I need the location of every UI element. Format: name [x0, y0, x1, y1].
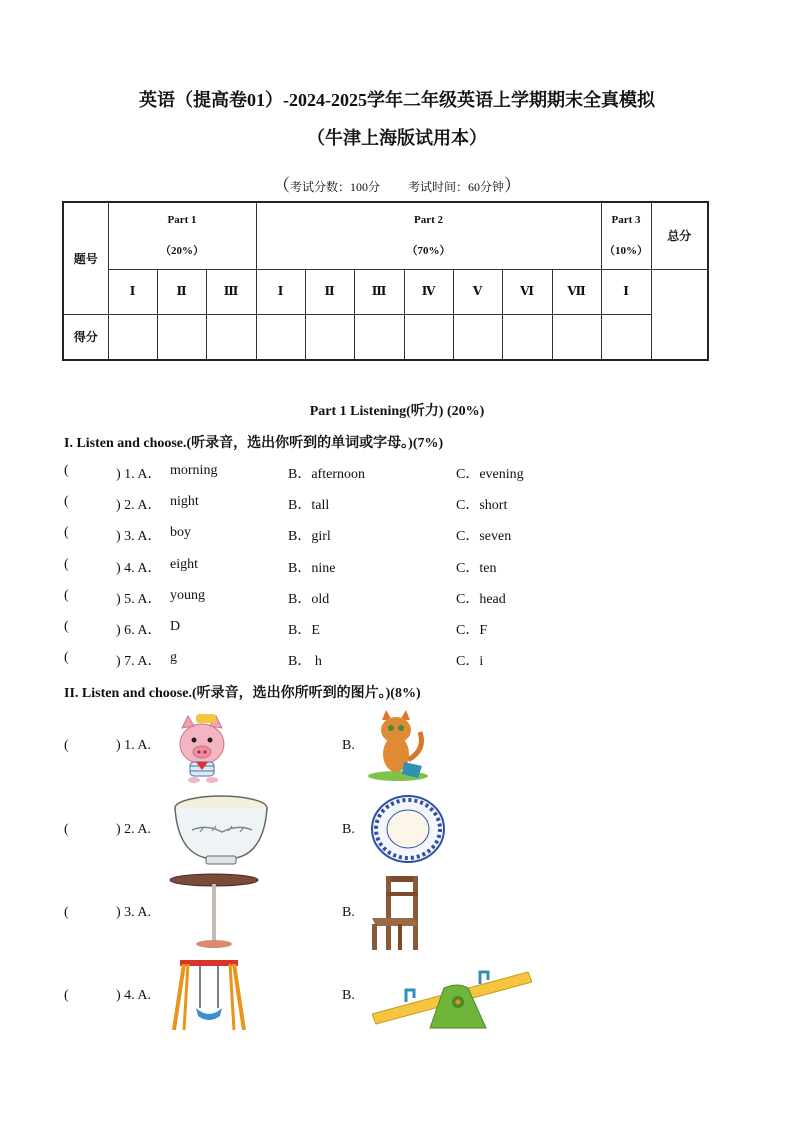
part1-header: [108, 202, 256, 269]
option-c: C．head: [456, 592, 506, 607]
option-b-label: B.: [342, 822, 355, 837]
question-number: ) 1. A.: [116, 738, 151, 753]
numeral-cell: Ⅰ: [108, 269, 157, 314]
part1-title: Part 1 Listening(听力) (20%): [309, 404, 485, 419]
question-number: ) 2. A．: [116, 498, 162, 513]
bowl-icon[interactable]: [172, 794, 270, 866]
numeral-cell: Ⅱ: [157, 269, 206, 314]
option-c: C．ten: [456, 561, 497, 576]
score-entry-cell[interactable]: [354, 314, 404, 360]
seesaw-icon[interactable]: [372, 962, 532, 1032]
option-a: g: [170, 650, 177, 665]
numeral-cell: Ⅰ: [601, 269, 651, 314]
numeral-cell: Ⅱ: [305, 269, 354, 314]
score-entry-cell[interactable]: [305, 314, 354, 360]
numeral-cell: Ⅵ: [502, 269, 552, 314]
numeral-cell: Ⅲ: [354, 269, 404, 314]
option-b-label: B.: [342, 905, 355, 920]
answer-paren[interactable]: (: [64, 650, 69, 665]
option-b: B．girl: [288, 529, 331, 544]
option-c: C．F: [456, 623, 488, 638]
numeral-cell: Ⅲ: [206, 269, 256, 314]
numeral-cell: Ⅶ: [552, 269, 601, 314]
option-c: C．seven: [456, 529, 512, 544]
answer-paren[interactable]: (: [64, 822, 69, 837]
score-entry-cell[interactable]: [206, 314, 256, 360]
question-number: ) 1. A．: [116, 467, 162, 482]
plate-icon[interactable]: [370, 794, 446, 864]
part1-percent: （20%）: [160, 244, 204, 257]
question-number: ) 3. A.: [116, 905, 151, 920]
exam-title: 英语（提高卷01）-2024-2025学年二年级英语上学期期末全真模拟: [139, 90, 655, 110]
option-b: B．old: [288, 592, 330, 607]
part2-percent: （70%）: [406, 244, 451, 257]
option-c: C．short: [456, 498, 508, 513]
numeral-cell: Ⅰ: [256, 269, 305, 314]
question-number: ) 2. A.: [116, 822, 151, 837]
score-table: [62, 201, 709, 361]
answer-paren[interactable]: (: [64, 463, 69, 478]
info-paren-close: ）: [504, 176, 522, 195]
question-number-label: 题号: [63, 202, 108, 314]
answer-paren[interactable]: (: [64, 588, 69, 603]
question-number: ) 7. A．: [116, 654, 162, 669]
section1-heading: I. Listen and choose.(听录音，选出你听到的单词或字母。)(7%): [64, 436, 444, 451]
option-c: C．evening: [456, 467, 524, 482]
option-b: B．E: [288, 623, 320, 638]
answer-paren[interactable]: (: [64, 619, 69, 634]
part2-name: Part 2: [414, 213, 444, 226]
pig-icon[interactable]: [166, 708, 238, 786]
option-b: B．tall: [288, 498, 330, 513]
swing-icon[interactable]: [170, 958, 248, 1032]
cat-icon[interactable]: [368, 710, 434, 782]
answer-paren[interactable]: (: [64, 494, 69, 509]
part1-name: Part 1: [167, 213, 197, 226]
score-entry-cell[interactable]: [601, 314, 651, 360]
question-number: ) 3. A．: [116, 529, 162, 544]
answer-paren[interactable]: (: [64, 988, 69, 1003]
score-entry-cell[interactable]: [256, 314, 305, 360]
time-info: 考试时间：60分钟: [408, 180, 505, 194]
option-b-label: B.: [342, 738, 355, 753]
table-icon[interactable]: [168, 872, 260, 950]
score-entry-cell[interactable]: [453, 314, 502, 360]
score-entry-cell[interactable]: [404, 314, 453, 360]
answer-paren[interactable]: (: [64, 525, 69, 540]
total-score-cell[interactable]: [651, 269, 708, 360]
answer-paren[interactable]: (: [64, 557, 69, 572]
option-a: young: [170, 588, 205, 603]
option-a: morning: [170, 463, 218, 478]
question-number: ) 5. A．: [116, 592, 162, 607]
option-b: B． h: [288, 654, 322, 669]
answer-paren[interactable]: (: [64, 738, 69, 753]
total-label: 总分: [651, 202, 708, 269]
question-number: ) 4. A.: [116, 988, 151, 1003]
option-a: eight: [170, 557, 198, 572]
part3-header: [601, 202, 651, 269]
info-paren-open: （: [272, 176, 290, 195]
option-b-label: B.: [342, 988, 355, 1003]
part2-header: [256, 202, 601, 269]
score-entry-cell[interactable]: [108, 314, 157, 360]
score-row-label: 得分: [63, 314, 108, 360]
option-a: boy: [170, 525, 191, 540]
exam-info: [0, 171, 794, 196]
score-entry-cell[interactable]: [502, 314, 552, 360]
part3-percent: （10%）: [604, 244, 649, 257]
option-a: night: [170, 494, 199, 509]
score-entry-cell[interactable]: [157, 314, 206, 360]
score-entry-cell[interactable]: [552, 314, 601, 360]
chair-icon[interactable]: [370, 874, 422, 952]
numeral-cell: Ⅴ: [453, 269, 502, 314]
answer-paren[interactable]: (: [64, 905, 69, 920]
option-b: B．nine: [288, 561, 336, 576]
exam-subtitle: （牛津上海版试用本）: [307, 128, 487, 148]
question-number: ) 4. A．: [116, 561, 162, 576]
part3-name: Part 3: [611, 213, 641, 226]
section2-heading: II. Listen and choose.(听录音，选出你所听到的图片。)(8%): [64, 686, 421, 701]
score-info: 考试分数：100分: [289, 180, 380, 194]
option-c: C．i: [456, 654, 484, 669]
option-a: D: [170, 619, 181, 634]
option-b: B．afternoon: [288, 467, 365, 482]
numeral-cell: Ⅳ: [404, 269, 453, 314]
question-number: ) 6. A．: [116, 623, 162, 638]
